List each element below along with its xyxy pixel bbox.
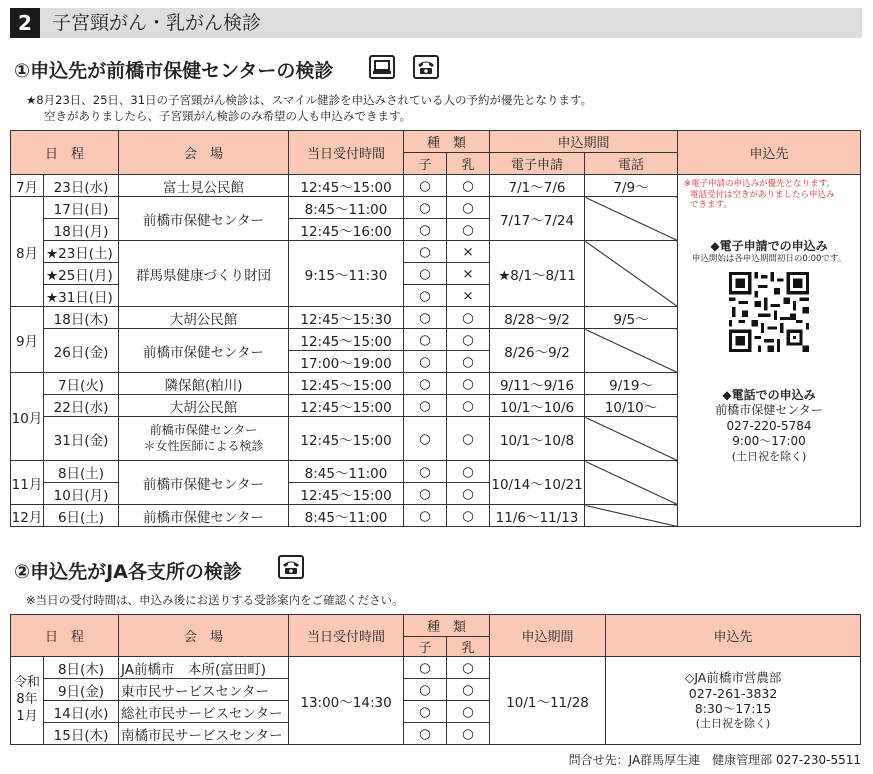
date: ★25日(月)	[44, 263, 119, 285]
phone-icon	[278, 555, 304, 579]
time: 8:45～11:00	[289, 461, 404, 483]
child-mark: ○	[404, 483, 447, 505]
month: 9月	[11, 307, 44, 373]
date: 18日(月)	[44, 219, 119, 241]
child-mark: ○	[404, 723, 447, 745]
time: 12:45～15:00	[289, 175, 404, 197]
child-mark: ○	[404, 373, 447, 395]
venue: 大胡公民館	[119, 307, 289, 329]
section-number: 2	[10, 8, 40, 38]
breast-mark: ○	[447, 483, 490, 505]
breast-mark: ○	[447, 197, 490, 219]
red-note-1: ※電子申請の申込みが優先となります。	[684, 179, 835, 189]
period: 10/1～11/28	[490, 657, 606, 745]
phone-period: 7/9～	[585, 175, 678, 197]
header-venue: 会 場	[119, 131, 289, 175]
child-mark: ○	[404, 395, 447, 417]
header-contact: 申込先	[606, 615, 861, 657]
month: 7月	[11, 175, 44, 197]
time: 12:45～15:30	[289, 307, 404, 329]
section1-note-1: ★8月23日、25日、31日の子宮頸がん検診は、スマイル健診を申込みされている人の予約が優先となります。	[26, 93, 593, 107]
section2-note: ※当日の受付時間は、申込み後にお送りする受診案内をご確認ください。	[26, 593, 404, 607]
date: 9日(金)	[44, 679, 119, 701]
breast-mark: ×	[447, 241, 490, 263]
venue: 前橋市保健センター	[119, 329, 289, 373]
child-mark: ○	[404, 505, 447, 527]
online-period: 11/6～11/13	[490, 505, 585, 527]
breast-mark: ○	[447, 657, 490, 679]
section1-title: ①申込先が前橋市保健センターの検診	[14, 60, 334, 82]
date: ★23日(土)	[44, 241, 119, 263]
child-mark: ○	[404, 351, 447, 373]
contact-cell	[606, 657, 861, 745]
header-phone: 電話	[585, 153, 678, 175]
date: 14日(水)	[44, 701, 119, 723]
breast-mark: ○	[447, 219, 490, 241]
era-line-1: 令和	[13, 675, 40, 691]
contact-tel[interactable]: 027-261-3832	[688, 685, 778, 701]
time: 8:45～11:00	[289, 505, 404, 527]
date: 26日(金)	[44, 329, 119, 373]
time: 12:45～15:00	[289, 483, 404, 505]
venue: 前橋市保健センター	[119, 461, 289, 505]
red-note-2: 電話受付は空きがありましたら申込み	[690, 189, 835, 200]
table-row	[11, 175, 861, 197]
child-mark: ○	[404, 263, 447, 285]
section1-note-2: 空きがありましたら、子宮頸がん検診のみ希望の人も申込みできます。	[44, 109, 412, 123]
child-mark: ○	[404, 417, 447, 461]
venue: 隣保館(粕川)	[119, 373, 289, 395]
month: 11月	[11, 461, 44, 505]
venue: 総社市民サービスセンター	[119, 701, 289, 723]
child-mark: ○	[404, 307, 447, 329]
online-period: 10/1～10/6	[490, 395, 585, 417]
breast-mark: ○	[447, 329, 490, 351]
header-time: 当日受付時間	[289, 131, 404, 175]
header-venue: 会 場	[119, 615, 289, 657]
phone-period: 10/10～	[585, 395, 678, 417]
venue: JA前橋市 本所(富田町)	[119, 657, 289, 679]
online-period: 8/28～9/2	[490, 307, 585, 329]
breast-mark: ×	[447, 285, 490, 307]
venue: 南橘市民サービスセンター	[119, 723, 289, 745]
breast-mark: ○	[447, 351, 490, 373]
month: 12月	[11, 505, 44, 527]
child-mark: ○	[404, 241, 447, 263]
time: 12:45～15:00	[289, 373, 404, 395]
header-breast: 乳	[447, 153, 490, 175]
contact-tel[interactable]: 027-220-5784	[726, 418, 812, 433]
venue: 群馬県健康づくり財団	[119, 241, 289, 307]
time: 12:45～16:00	[289, 219, 404, 241]
online-period: 9/11～9/16	[490, 373, 585, 395]
child-mark: ○	[404, 285, 447, 307]
header-period: 申込期間	[490, 131, 678, 153]
venue-line-2: ＊女性医師による検診	[143, 438, 264, 453]
venue: 前橋市保健センター	[119, 197, 289, 241]
qr-code[interactable]	[729, 272, 809, 352]
contact-org: 前橋市保健センター	[715, 403, 823, 418]
venue: 富士見公民館	[119, 175, 289, 197]
child-mark: ○	[404, 329, 447, 351]
breast-mark: ○	[447, 505, 490, 527]
online-apply-title: ◆電子申請での申込み	[710, 238, 828, 253]
date: 31日(金)	[44, 417, 119, 461]
date: 6日(土)	[44, 505, 119, 527]
breast-mark: ○	[447, 723, 490, 745]
phone-period-none	[585, 241, 678, 307]
section2-title: ②申込先がJA各支所の検診	[14, 561, 242, 583]
month: 10月	[11, 373, 44, 461]
child-mark: ○	[404, 657, 447, 679]
venue	[119, 417, 289, 461]
date: 8日(土)	[44, 461, 119, 483]
phone-period-none	[585, 417, 678, 461]
header-date: 日 程	[11, 615, 119, 657]
online-apply-note: 申込開始は各申込期間初日の0:00です。	[691, 254, 847, 265]
header-contact: 申込先	[678, 131, 861, 175]
online-period: 7/17～7/24	[490, 197, 585, 241]
breast-mark: ○	[447, 461, 490, 483]
phone-period-none	[585, 329, 678, 373]
child-mark: ○	[404, 219, 447, 241]
breast-mark: ○	[447, 417, 490, 461]
date: 22日(水)	[44, 395, 119, 417]
header-date: 日 程	[11, 131, 119, 175]
phone-period-none	[585, 197, 678, 241]
venue-line-1: 前橋市保健センター	[149, 422, 258, 437]
phone-period: 9/5～	[585, 307, 678, 329]
online-period: 10/14～10/21	[490, 461, 585, 505]
era-line-2: 8年	[16, 692, 38, 708]
child-mark: ○	[404, 461, 447, 483]
section-header	[10, 8, 862, 38]
venue: 東市民サービスセンター	[119, 679, 289, 701]
online-period: 7/1～7/6	[490, 175, 585, 197]
header-child: 子	[404, 153, 447, 175]
breast-mark: ○	[447, 307, 490, 329]
header-breast: 乳	[447, 637, 490, 657]
breast-mark: ○	[447, 175, 490, 197]
online-period: 8/26～9/2	[490, 329, 585, 373]
date: 7日(火)	[44, 373, 119, 395]
contact-hours: 9:00～17:00	[732, 434, 806, 449]
date: 10日(月)	[44, 483, 119, 505]
breast-mark: ○	[447, 701, 490, 723]
header-period: 申込期間	[490, 615, 606, 657]
date: 18日(木)	[44, 307, 119, 329]
date: 17日(日)	[44, 197, 119, 219]
section-title: 子宮頸がん・乳がん検診	[52, 12, 262, 34]
header-kind: 種 類	[404, 615, 490, 637]
date: 15日(木)	[44, 723, 119, 745]
red-note-3: できます。	[690, 200, 732, 211]
venue: 前橋市保健センター	[119, 505, 289, 527]
contact-closed: (土日祝を除く)	[731, 449, 807, 463]
phone-period: 9/19～	[585, 373, 678, 395]
era-line-3: 1月	[16, 708, 38, 724]
breast-mark: ○	[447, 373, 490, 395]
contact-hours: 8:30～17:15	[694, 701, 772, 717]
online-period: ★8/1～8/11	[490, 241, 585, 307]
schedule-table-2	[10, 614, 861, 745]
venue: 大胡公民館	[119, 395, 289, 417]
inquiry-footer: 問合せ先：JA群馬厚生連 健康管理部 027-230-5511	[568, 753, 861, 767]
time: 12:45～15:00	[289, 395, 404, 417]
breast-mark: ○	[447, 395, 490, 417]
header-child: 子	[404, 637, 447, 657]
era-cell	[11, 657, 44, 745]
schedule-table-1	[10, 130, 861, 527]
breast-mark: ○	[447, 679, 490, 701]
header-kind: 種 類	[404, 131, 490, 153]
time: 9:15～11:30	[289, 241, 404, 307]
time: 12:45～15:00	[289, 417, 404, 461]
time: 13:00～14:30	[289, 657, 404, 745]
date: 8日(木)	[44, 657, 119, 679]
contact-closed: (土日祝を除く)	[695, 717, 771, 731]
child-mark: ○	[404, 679, 447, 701]
date: 23日(水)	[44, 175, 119, 197]
breast-mark: ×	[447, 263, 490, 285]
header-time: 当日受付時間	[289, 615, 404, 657]
contact-cell	[678, 175, 861, 527]
date: ★31日(日)	[44, 285, 119, 307]
phone-apply-title: ◆電話での申込み	[722, 387, 816, 402]
computer-icon	[369, 55, 395, 79]
time: 12:45～15:00	[289, 329, 404, 351]
month: 8月	[11, 197, 44, 307]
phone-period-none	[585, 461, 678, 505]
child-mark: ○	[404, 701, 447, 723]
table-row	[11, 657, 861, 679]
time: 8:45～11:00	[289, 197, 404, 219]
contact-org: ◇JA前橋市営農部	[684, 670, 782, 686]
time: 17:00～19:00	[289, 351, 404, 373]
child-mark: ○	[404, 197, 447, 219]
child-mark: ○	[404, 175, 447, 197]
header-online: 電子申請	[490, 153, 585, 175]
online-period: 10/1～10/8	[490, 417, 585, 461]
phone-period-none	[585, 505, 678, 527]
phone-icon	[413, 55, 439, 79]
